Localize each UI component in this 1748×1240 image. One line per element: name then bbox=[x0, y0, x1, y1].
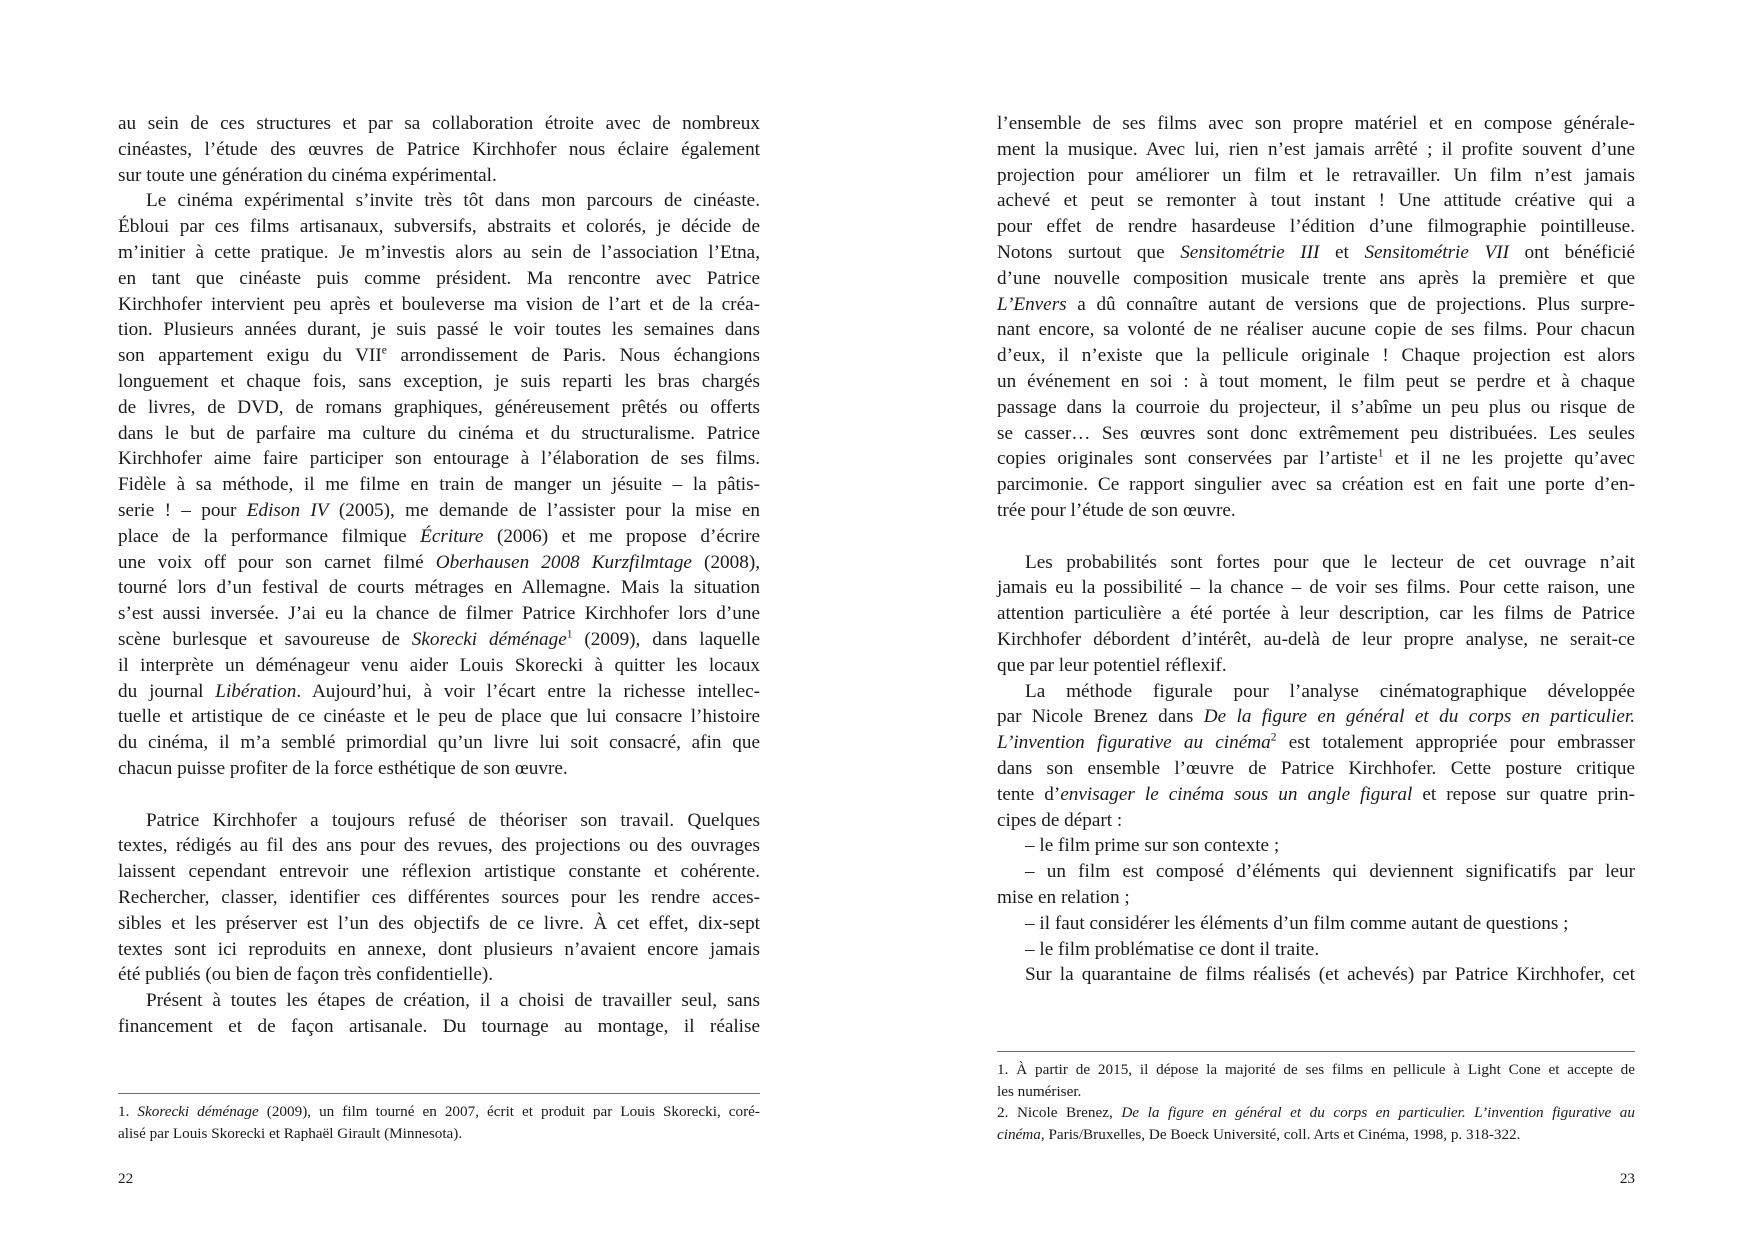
text-line: Fidèle à sa méthode, il me filme en train de manger un jésuite – la pâtis- bbox=[118, 474, 760, 496]
right-page-footnotes bbox=[997, 1059, 1635, 1145]
text-line: Ébloui par ces films artisanaux, subversifs, abstraits et colorés, je décide de bbox=[118, 216, 760, 238]
text-line: textes sont ici reproduits en annexe, dont plusieurs n’avaient encore jamais bbox=[118, 938, 760, 960]
text-line: tuelle et artistique de ce cinéaste et le peu de place que lui consacre l’histoire bbox=[118, 706, 760, 728]
text-line: Notons surtout que Sensitométrie III et Sensitométrie VII ont bénéficié bbox=[997, 241, 1635, 263]
footnote-rule bbox=[118, 1093, 760, 1094]
text-line: par Nicole Brenez dans De la figure en général et du corps en particulier. bbox=[997, 706, 1635, 728]
text-line: L’Envers a dû connaître autant de versions que de projections. Plus surpre- bbox=[997, 293, 1635, 315]
text-line: mise en relation ; bbox=[997, 886, 1130, 908]
text-line: Les probabilités sont fortes pour que le lecteur de cet ouvrage n’ait bbox=[1025, 551, 1635, 573]
page-number: 23 bbox=[1619, 1170, 1635, 1187]
text-line: d’une nouvelle composition musicale trente ans après la première et que bbox=[997, 267, 1635, 289]
text-line: nant encore, sa volonté de ne réaliser aucune copie de ses films. Pour chacun bbox=[997, 319, 1635, 341]
text-line: sur toute une génération du cinéma expérimental. bbox=[118, 164, 497, 186]
text-line: attention particulière a été portée à leur description, car les films de Patrice bbox=[997, 603, 1635, 625]
footnote-line: cinéma, Paris/Bruxelles, De Boeck Université, coll. Arts et Cinéma, 1998, p. 318-322. bbox=[997, 1125, 1521, 1143]
text-line: se casser… Ses œuvres sont donc extrêmement peu distribuées. Les seules bbox=[997, 422, 1635, 444]
text-line: – il faut considérer les éléments d’un film comme autant de questions ; bbox=[1025, 912, 1569, 934]
footnote-line: 1. Skorecki déménage (2009), un film tourné en 2007, écrit et produit par Louis Skorecki, coré- bbox=[118, 1103, 760, 1120]
text-line: du cinéma, il m’a semblé primordial qu’un livre lui soit consacré, afin que bbox=[118, 732, 760, 754]
text-line: au sein de ces structures et par sa collaboration étroite avec de nombreux bbox=[118, 113, 760, 134]
text-line: tente d’envisager le cinéma sous un angle figural et repose sur quatre prin- bbox=[997, 783, 1635, 805]
text-line: en tant que cinéaste puis comme président. Ma rencontre avec Patrice bbox=[118, 267, 760, 289]
text-line: Kirchhofer débordent d’intérêt, au-delà de leur propre analyse, ne serait-ce bbox=[997, 628, 1635, 650]
text-line: tion. Plusieurs années durant, je suis passé le voir toutes les semaines dans bbox=[118, 319, 760, 341]
text-line: tourné lors d’un festival de courts métrages en Allemagne. Mais la situation bbox=[118, 577, 760, 599]
text-line: Kirchhofer intervient peu après et bouleverse ma vision de l’art et de la créa- bbox=[118, 293, 760, 315]
footnote-line: les numériser. bbox=[997, 1082, 1082, 1100]
text-line: sibles et les préserver est l’un des objectifs de ce livre. À cet effet, dix-sept bbox=[118, 912, 760, 934]
text-line: Kirchhofer aime faire participer son entourage à l’élaboration de ses films. bbox=[118, 448, 760, 470]
text-line: jamais eu la possibilité – la chance – de voir ses films. Pour cette raison, une bbox=[997, 577, 1635, 599]
text-line: une voix off pour son carnet filmé Oberhausen 2008 Kurzfilmtage (2008), bbox=[118, 551, 761, 573]
text-line: longuement et chaque fois, sans exception, je suis reparti les bras chargés bbox=[118, 370, 760, 392]
text-line: chacun puisse profiter de la force esthétique de son œuvre. bbox=[118, 757, 568, 779]
text-line: du journal Libération. Aujourd’hui, à voir l’écart entre la richesse intellec- bbox=[118, 680, 760, 702]
text-line: Sur la quarantaine de films réalisés (et achevés) par Patrice Kirchhofer, cet bbox=[1025, 964, 1635, 986]
right-page-body bbox=[997, 111, 1635, 988]
text-line: La méthode figurale pour l’analyse cinématographique développée bbox=[1025, 680, 1635, 702]
text-line: L’invention figurative au cinéma$^2$ est totalement appropriée pour embrasser bbox=[997, 731, 1635, 754]
footnote-rule bbox=[997, 1051, 1635, 1052]
right-page bbox=[997, 0, 1635, 1240]
text-line: dans son ensemble l’œuvre de Patrice Kirchhofer. Cette posture critique bbox=[997, 757, 1635, 779]
text-line: financement et de façon artisanale. Du tournage au montage, il réalise bbox=[118, 1015, 760, 1037]
text-line: ment la musique. Avec lui, rien n’est jamais arrêté ; il profite souvent d’une bbox=[997, 138, 1635, 160]
text-line: passage dans la courroie du projecteur, il s’abîme un peu plus ou risque de bbox=[997, 396, 1635, 418]
footnote-line: alisé par Louis Skorecki et Raphaël Girault (Minnesota). bbox=[118, 1124, 463, 1142]
text-line: textes, rédigés au fil des ans pour des revues, des projections ou des ouvrages bbox=[118, 835, 760, 857]
text-line: son appartement exigu du VIIe arrondissement de Paris. Nous échangions bbox=[118, 344, 760, 367]
text-line: – un film est composé d’éléments qui deviennent significatifs par leur bbox=[1025, 861, 1635, 883]
text-line: dans le but de parfaire ma culture du cinéma et du structuralisme. Patrice bbox=[118, 422, 760, 444]
text-line: laissent cependant entrevoir une réflexion artistique constante et cohérente. bbox=[118, 861, 760, 883]
text-line: s’est aussi inversée. J’ai eu la chance de filmer Patrice Kirchhofer lors d’une bbox=[118, 603, 760, 625]
text-line: – le film prime sur son contexte ; bbox=[1025, 835, 1280, 857]
left-page-body bbox=[118, 111, 760, 1040]
text-line: d’eux, il n’existe que la pellicule originale ! Chaque projection est alors bbox=[997, 345, 1635, 367]
text-line: serie ! – pour Edison IV (2005), me demande de l’assister pour la mise en bbox=[118, 499, 760, 521]
text-line: copies originales sont conservées par l’artiste$^1$ et il ne les projette qu’avec bbox=[997, 447, 1635, 470]
text-line: cipes de départ : bbox=[997, 809, 1123, 831]
text-line: m’initier à cette pratique. Je m’investis alors au sein de l’association l’Etna, bbox=[118, 241, 760, 263]
footnote-line: 1. À partir de 2015, il dépose la majorité de ses films en pellicule à Light Cone et accepte de bbox=[997, 1061, 1635, 1078]
page-number: 22 bbox=[118, 1170, 134, 1187]
text-line: projection pour améliorer un film et le retravailler. Un film n’est jamais bbox=[997, 164, 1635, 186]
text-line: que par leur potentiel réflexif. bbox=[997, 654, 1227, 676]
text-line: été publiés (ou bien de façon très confidentielle). bbox=[118, 964, 494, 986]
text-line: – le film problématise ce dont il traite. bbox=[1025, 938, 1320, 960]
text-line: cinéastes, l’étude des œuvres de Patrice Kirchhofer nous éclaire également bbox=[118, 138, 760, 160]
text-line: place de la performance filmique Écriture (2006) et me propose d’écrire bbox=[118, 525, 760, 547]
text-line: Présent à toutes les étapes de création, il a choisi de travailler seul, sans bbox=[146, 990, 760, 1012]
footnote-line: 2. Nicole Brenez, De la figure en général et du corps en particulier. L’invention figurative au bbox=[997, 1104, 1635, 1121]
text-line: Rechercher, classer, identifier ces différentes sources pour les rendre acces- bbox=[118, 886, 760, 908]
text-line: scène burlesque et savoureuse de Skorecki déménage$^1$ (2009), dans laquelle bbox=[118, 628, 760, 650]
text-line: parcimonie. Ce rapport singulier avec sa création est en fait une porte d’en- bbox=[997, 474, 1635, 496]
text-line: pour effet de rendre hasardeuse l’édition d’une filmographie pointilleuse. bbox=[997, 216, 1635, 238]
text-line: Le cinéma expérimental s’invite très tôt dans mon parcours de cinéaste. bbox=[146, 190, 760, 212]
text-line: de livres, de DVD, de romans graphiques, généreusement prêtés ou offerts bbox=[118, 396, 760, 418]
paragraph-gap bbox=[997, 524, 1635, 550]
left-page bbox=[118, 0, 760, 1240]
text-line: il interprète un déménageur venu aider Louis Skorecki à quitter les locaux bbox=[118, 654, 760, 676]
text-line: achevé et peut se remonter à tout instant ! Une attitude créative qui a bbox=[997, 190, 1635, 212]
text-line: l’ensemble de ses films avec son propre matériel et en compose générale- bbox=[997, 113, 1635, 134]
paragraph-gap bbox=[118, 782, 760, 808]
left-page-footnotes bbox=[118, 1101, 760, 1144]
text-line: Patrice Kirchhofer a toujours refusé de théoriser son travail. Quelques bbox=[146, 809, 760, 831]
text-line: trée pour l’étude de son œuvre. bbox=[997, 499, 1236, 521]
text-line: un événement en soi : à tout moment, le film peut se perdre et à chaque bbox=[997, 370, 1635, 392]
